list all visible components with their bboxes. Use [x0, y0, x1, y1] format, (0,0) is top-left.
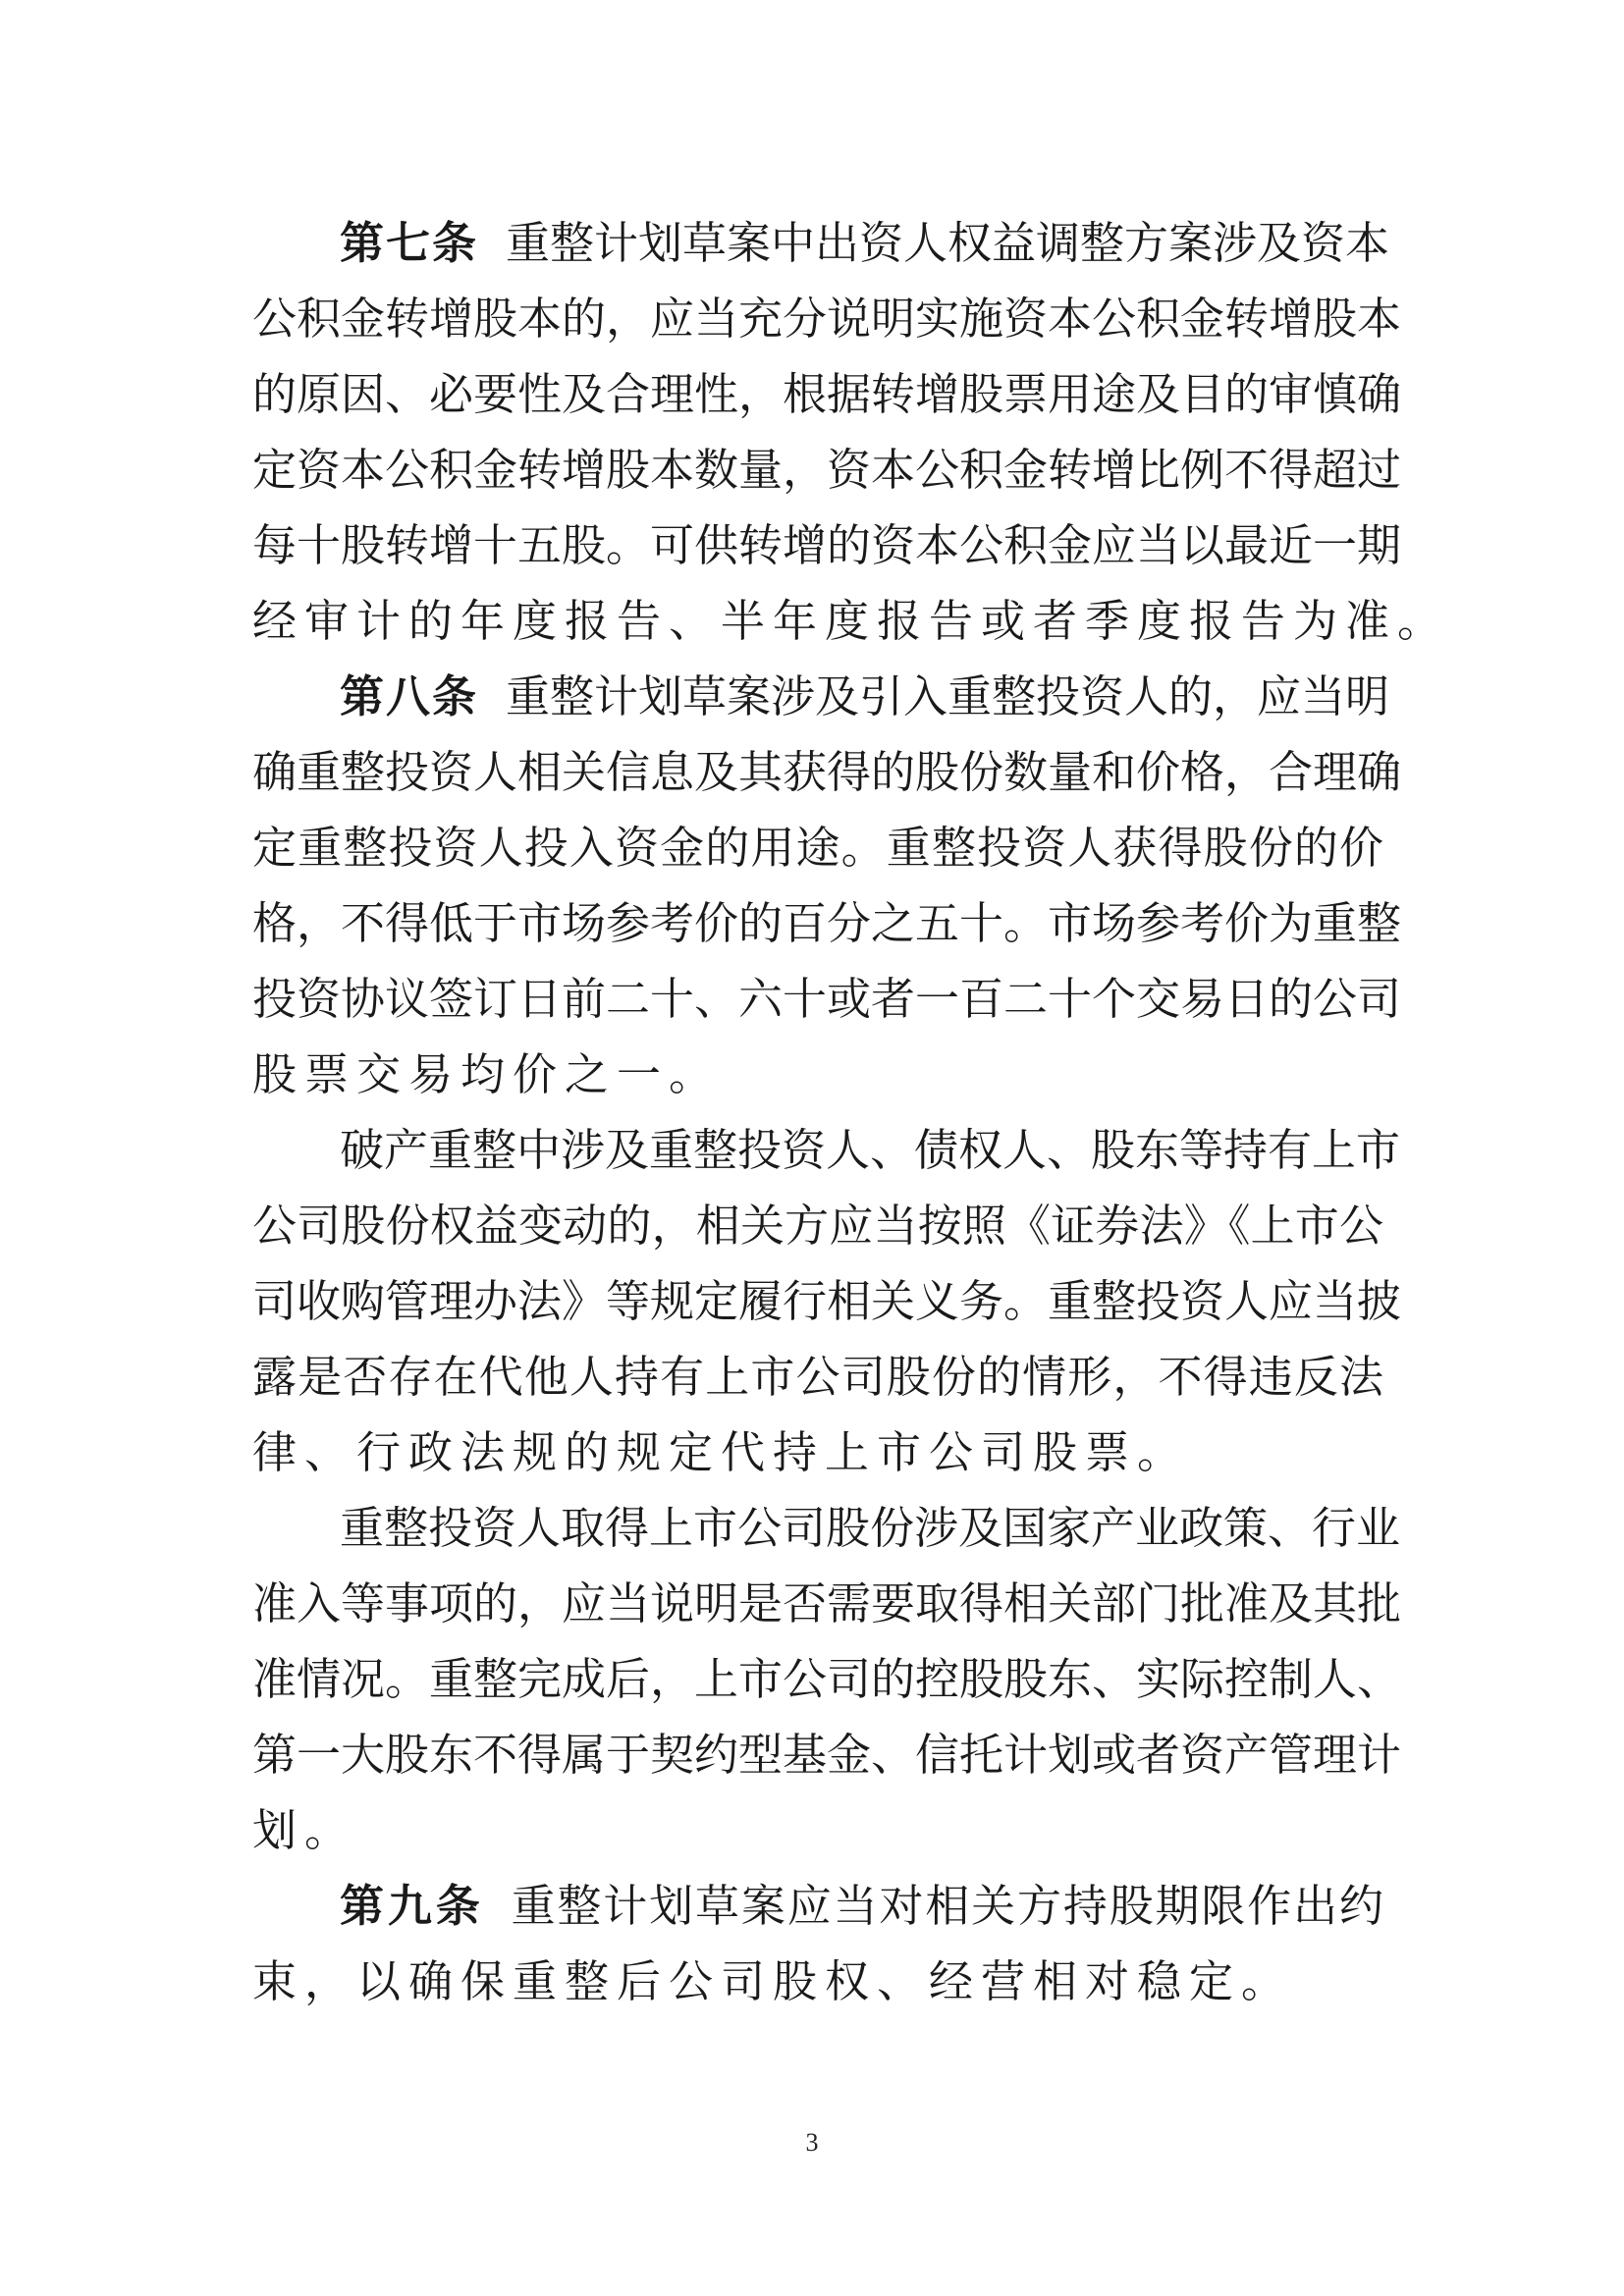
- paragraph-text: 重整计划草案中出资人权益调整方案涉及资本: [506, 217, 1390, 269]
- article-9-line-1: [340, 1877, 1383, 1936]
- article-8-line-3: 定重整投资人投入资金的用途。重整投资人获得股份的价: [252, 822, 1383, 874]
- article-number: 第七条: [340, 217, 479, 269]
- article-7-line-4: 定资本公积金转增股本数量，资本公积金转增比例不得超过: [252, 444, 1402, 496]
- article-number: 第八条: [340, 670, 479, 722]
- article-7-line-5: 每十股转增十五股。可供转增的资本公积金应当以最近一期: [252, 519, 1402, 571]
- paragraph-4-line-1: 重整投资人取得上市公司股份涉及国家产业政策、行业: [340, 1502, 1401, 1554]
- paragraph-3-line-5: 律、行政法规的规定代持上市公司股票。: [252, 1426, 1190, 1478]
- paragraph-text: 重整计划草案应当对相关方持股期限作出约: [511, 1880, 1383, 1932]
- article-8-line-2: 确重整投资人相关信息及其获得的股份数量和价格，合理确: [252, 746, 1402, 798]
- article-8-line-6: 股票交易均价之一。: [252, 1048, 722, 1100]
- article-8-line-1: [340, 667, 1390, 726]
- article-8-line-5: 投资协议签订日前二十、六十或者一百二十个交易日的公司: [252, 973, 1402, 1025]
- paragraph-4-line-4: 第一大股东不得属于契约型基金、信托计划或者资产管理计: [252, 1729, 1402, 1781]
- paragraph-4-line-2: 准入等事项的，应当说明是否需要取得相关部门批准及其批: [252, 1577, 1402, 1629]
- paragraph-3-line-3: 司收购管理办法》等规定履行相关义务。重整投资人应当披: [252, 1275, 1402, 1327]
- paragraph-3-line-1: 破产重整中涉及重整投资人、债权人、股东等持有上市: [340, 1124, 1401, 1176]
- article-number: 第九条: [340, 1880, 484, 1932]
- paragraph-4-line-3: 准情况。重整完成后，上市公司的控股股东、实际控制人、: [252, 1653, 1402, 1705]
- article-7-line-2: 公积金转增股本的，应当充分说明实施资本公积金转增股本: [252, 293, 1402, 345]
- paragraph-3-line-2: 公司股份权益变动的，相关方应当按照《证券法》《上市公: [252, 1200, 1383, 1252]
- article-7-line-1: [340, 214, 1390, 273]
- article-8-line-4: 格，不得低于市场参考价的百分之五十。市场参考价为重整: [252, 897, 1402, 949]
- paragraph-3-line-4: 露是否存在代他人持有上市公司股份的情形，不得违反法: [252, 1351, 1383, 1403]
- paragraph-4-line-5: 划。: [252, 1804, 357, 1856]
- article-7-line-3: 的原因、必要性及合理性，根据转增股票用途及目的审慎确: [252, 368, 1402, 420]
- article-9-line-2: 束，以确保重整后公司股权、经营相对稳定。: [252, 1955, 1294, 2007]
- paragraph-text: 重整计划草案涉及引入重整投资人的，应当明: [506, 670, 1390, 722]
- article-7-line-6: 经审计的年度报告、半年度报告或者季度报告为准。: [252, 595, 1450, 647]
- page-number: 3: [805, 2128, 819, 2157]
